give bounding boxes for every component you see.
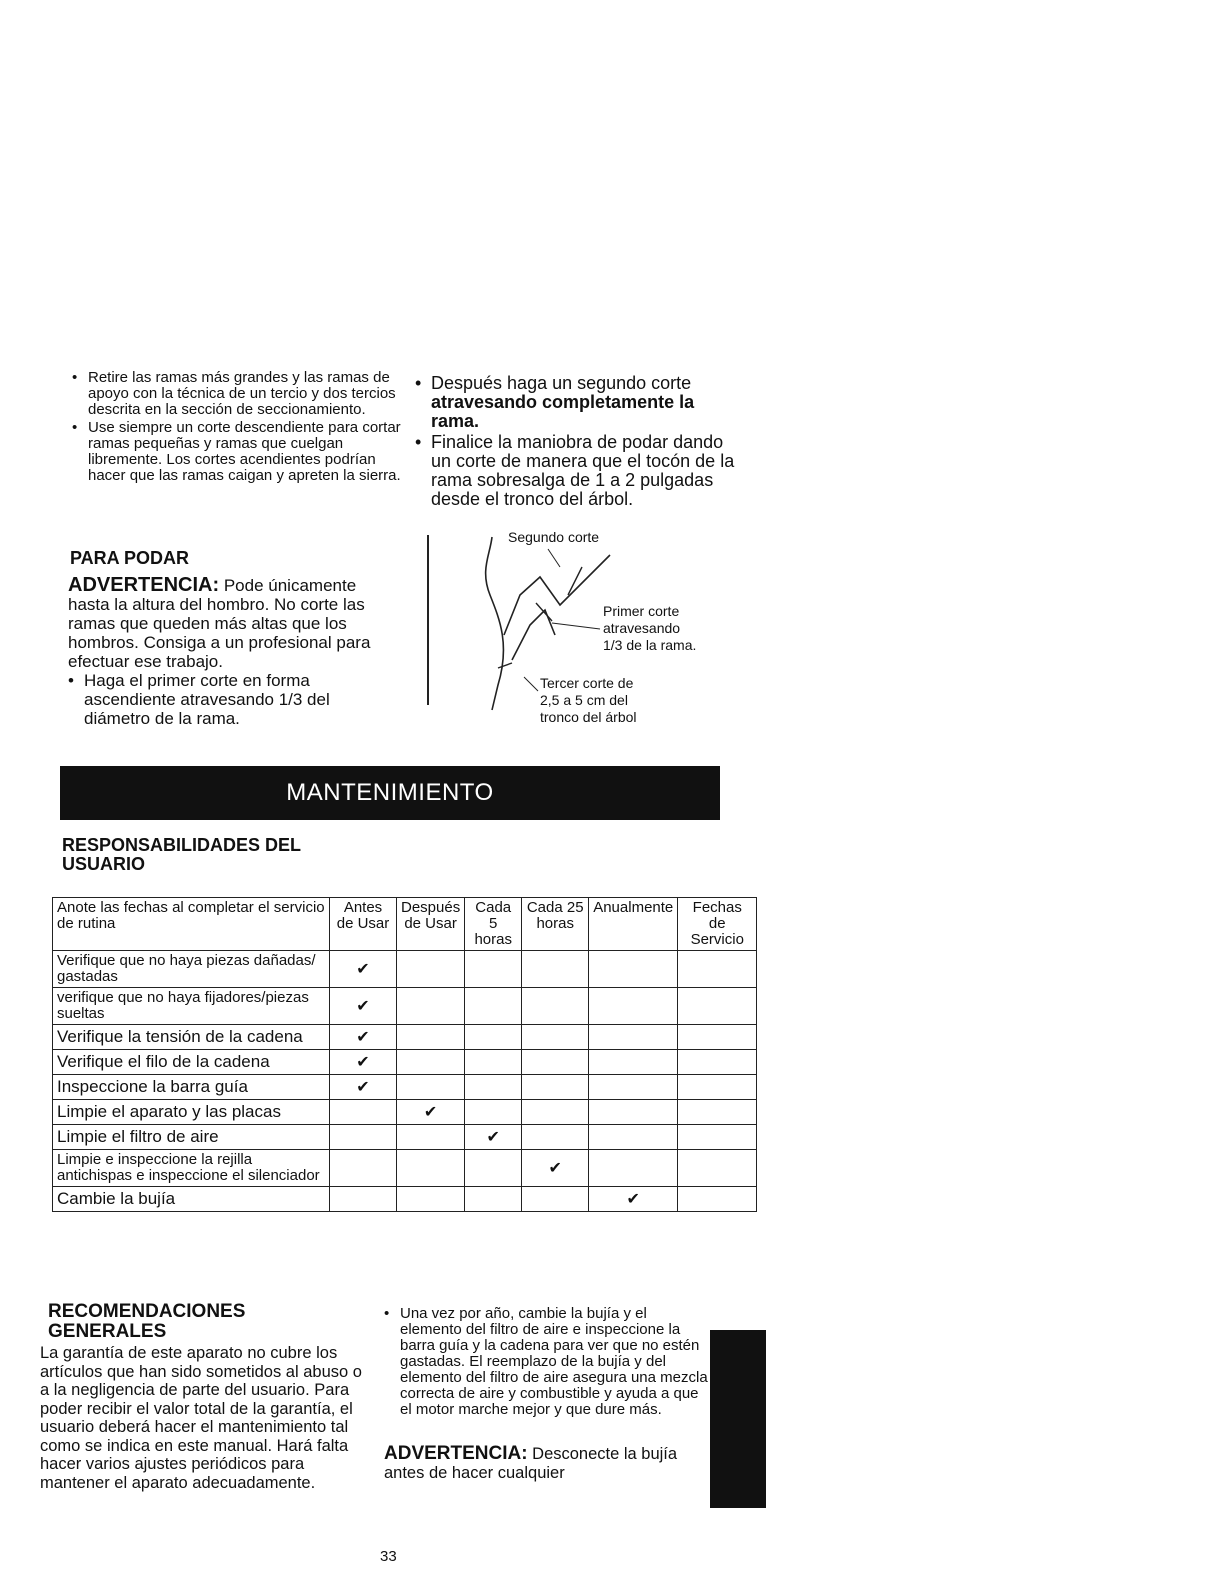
check-cell [465, 1150, 522, 1187]
table-row [53, 1050, 757, 1075]
check-cell [397, 1150, 465, 1187]
step-text: Después haga un segundo corte [431, 373, 692, 393]
check-mark-icon: ✔ [356, 961, 370, 978]
pruning-steps-left [72, 370, 402, 484]
check-cell [397, 1125, 465, 1150]
header-cell: Antes de Usar [330, 898, 397, 951]
header-cell: Fechas de Servicio [678, 898, 757, 951]
check-cell [465, 1075, 522, 1100]
check-cell [522, 1050, 589, 1075]
check-mark-icon: ✔ [548, 1160, 562, 1177]
check-cell [465, 988, 522, 1025]
task-cell: Verifique el filo de la cadena [53, 1050, 330, 1075]
check-cell [465, 1125, 522, 1150]
table-row [53, 1150, 757, 1187]
check-cell [589, 1125, 678, 1150]
warning-block [68, 576, 398, 728]
check-cell [522, 988, 589, 1025]
header-cell: Cada 5 horas [465, 898, 522, 951]
check-cell [330, 1150, 397, 1187]
table-row [53, 1075, 757, 1100]
third-cut-mark [498, 663, 512, 668]
task-cell: Limpie el filtro de aire [53, 1125, 330, 1150]
label-second-cut: Segundo corte [508, 529, 600, 545]
section-title: RESPONSABILIDADES DEL USUARIO [62, 835, 301, 874]
label-third-cut-2: 2,5 a 5 cm del [540, 692, 628, 708]
check-cell [589, 1187, 678, 1212]
check-mark-icon: ✔ [356, 1079, 370, 1096]
check-cell [330, 1100, 397, 1125]
check-cell [589, 1050, 678, 1075]
task-cell: Limpie el aparato y las placas [53, 1100, 330, 1125]
check-mark-icon: ✔ [356, 1029, 370, 1046]
table-row [53, 988, 757, 1025]
check-cell [589, 1150, 678, 1187]
task-cell: Verifique que no haya piezas dañadas/ gastadas [53, 951, 330, 988]
header-cell: Después de Usar [397, 898, 465, 951]
check-cell [678, 1075, 757, 1100]
check-cell [330, 951, 397, 988]
leader-first [552, 623, 600, 629]
list-item: • Use siempre un corte descendiente para cortar ramas pequeñas y ramas que cuelgan libremente. Los cortes acendientes podrían hacer que las ramas caigan y apreten la sierra. [72, 420, 402, 484]
recommendations-list [384, 1306, 709, 1418]
check-cell [465, 1187, 522, 1212]
tree-trunk-outline [486, 537, 504, 710]
check-cell [522, 1125, 589, 1150]
check-cell [330, 1125, 397, 1150]
check-cell [330, 988, 397, 1025]
task-cell: Limpie e inspeccione la rejilla antichispas e inspeccione el silenciador [53, 1150, 330, 1187]
check-cell [330, 1050, 397, 1075]
page-number: 33 [380, 1548, 397, 1565]
section-title: RECOMENDACIONES GENERALES [48, 1301, 246, 1342]
table-body [53, 951, 757, 1212]
task-cell: verifique que no haya fijadores/piezas sueltas [53, 988, 330, 1025]
check-cell [678, 1025, 757, 1050]
check-mark-icon: ✔ [356, 1054, 370, 1071]
check-cell [330, 1187, 397, 1212]
section-title: PARA PODAR [70, 548, 190, 568]
check-cell [465, 1025, 522, 1050]
list-item: • Retire las ramas más grandes y las ramas de apoyo con la técnica de un tercio y dos tercios descrita en la sección de seccionamiento. [72, 370, 402, 418]
check-cell [397, 1075, 465, 1100]
step-bold-text: atravesando completamente la rama. [431, 392, 695, 431]
check-cell [678, 988, 757, 1025]
check-cell [330, 1075, 397, 1100]
check-cell [397, 1100, 465, 1125]
warning-label: ADVERTENCIA: [68, 574, 220, 596]
warning-block [384, 1444, 714, 1483]
check-cell [589, 1025, 678, 1050]
warning-label: ADVERTENCIA: [384, 1443, 528, 1464]
label-first-cut-3: 1/3 de la rama. [603, 637, 697, 653]
check-cell [678, 951, 757, 988]
table-row [53, 1125, 757, 1150]
list-item [415, 374, 745, 431]
leader-third [524, 677, 538, 691]
recommendations-body: La garantía de este aparato no cubre los artículos que han sido sometidos al abuso o a la negligencia de parte del usuario. Para poder recibir el valor total de la garantía, el usuario deberá hacer el mantenimiento tal como se indica en este manual. Hará falta hacer varios ajustes periódicos para mantener el aparato adecuadamente. [40, 1344, 362, 1492]
label-third-cut-1: Tercer corte de [540, 675, 634, 691]
check-cell [522, 951, 589, 988]
check-mark-icon: ✔ [423, 1104, 438, 1121]
warning-paragraph [68, 576, 398, 671]
check-cell [678, 1050, 757, 1075]
task-cell: Cambie la bujía [53, 1187, 330, 1212]
check-cell [522, 1075, 589, 1100]
check-cell [678, 1100, 757, 1125]
check-cell [589, 988, 678, 1025]
check-cell [678, 1187, 757, 1212]
label-first-cut-1: Primer corte [603, 603, 680, 619]
header-cell: Anualmente [589, 898, 678, 951]
check-cell [465, 951, 522, 988]
header-cell: Anote las fechas al completar el servicio de rutina [53, 898, 330, 951]
check-cell [522, 1025, 589, 1050]
check-cell [522, 1150, 589, 1187]
check-cell [397, 988, 465, 1025]
task-cell: Inspeccione la barra guía [53, 1075, 330, 1100]
table-header-row [53, 898, 757, 951]
check-cell [397, 1187, 465, 1212]
maintenance-table [52, 897, 757, 1212]
task-cell: Verifique la tensión de la cadena [53, 1025, 330, 1050]
check-cell [330, 1025, 397, 1050]
table-row [53, 1100, 757, 1125]
branch-upper-outline [504, 555, 610, 635]
pruning-diagram [420, 525, 740, 735]
check-cell [589, 1075, 678, 1100]
check-cell [465, 1050, 522, 1075]
check-cell [397, 1025, 465, 1050]
list-item: • Finalice la maniobra de podar dando un corte de manera que el tocón de la rama sobresalga de 1 a 2 pulgadas desde el tronco del árbol. [415, 433, 745, 509]
check-mark-icon: ✔ [486, 1129, 500, 1146]
check-cell [522, 1187, 589, 1212]
side-tab-marker [710, 1330, 766, 1508]
pruning-step-list [68, 671, 398, 728]
pruning-steps-right [415, 374, 745, 509]
header-cell: Cada 25 horas [522, 898, 589, 951]
check-cell [678, 1150, 757, 1187]
check-cell [465, 1100, 522, 1125]
label-first-cut-2: atravesando [603, 620, 681, 636]
check-mark-icon: ✔ [356, 998, 370, 1015]
table-row [53, 1025, 757, 1050]
leader-second [548, 549, 560, 567]
check-mark-icon: ✔ [626, 1191, 640, 1208]
warning-text: Desconecte la bujía antes de hacer cualquier [384, 1445, 678, 1482]
check-cell [678, 1125, 757, 1150]
check-cell [589, 1100, 678, 1125]
section-banner: MANTENIMIENTO [60, 766, 720, 820]
check-cell [397, 951, 465, 988]
table-row [53, 1187, 757, 1212]
list-item: • Una vez por año, cambie la bujía y el elemento del filtro de aire e inspeccione la barra guía y la cadena para ver que no estén gastadas. El reemplazo de la bujía y del elemento del filtro de aire asegura una mezcla correcta de aire y combustible y ayuda a que el motor marche mejor y que dure más. [384, 1306, 709, 1418]
check-cell [589, 951, 678, 988]
check-cell [397, 1050, 465, 1075]
list-item: • Haga el primer corte en forma ascendiente atravesando 1/3 del diámetro de la rama. [68, 671, 398, 728]
label-third-cut-3: tronco del árbol [540, 709, 637, 725]
warning-text: Pode únicamente hasta la altura del hombro. No corte las ramas que queden más altas que los hombros. Consiga a un profesional para efectuar ese trabajo. [68, 576, 371, 671]
first-cut-mark [536, 603, 552, 621]
table-row [53, 951, 757, 988]
check-cell [522, 1100, 589, 1125]
